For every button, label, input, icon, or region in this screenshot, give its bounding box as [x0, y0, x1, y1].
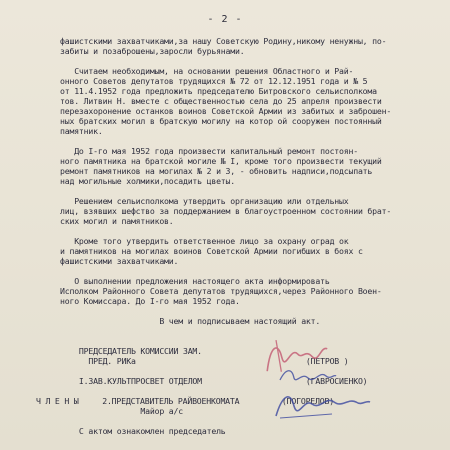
text-line: лиц, взявших шефство за поддержанием в благоустроенном состоянии брат- — [60, 206, 392, 216]
text-line: памятник. — [60, 126, 103, 136]
text-line: ских могил и памятников. — [60, 216, 174, 226]
text-line: ремонт памятников на могилах № 2 и 3, - обновить надписи,подсыпать — [60, 166, 373, 176]
text-line: онного Советов депутатов трудящихся № 72 от 12.12.1951 года и № 5 — [60, 76, 368, 86]
text-line: забиты и позаброшены,заросли бурьянами. — [60, 46, 245, 56]
text-line: тов. Литвин Н. вместе с общественностью села до 25 апреля произвести — [60, 96, 382, 106]
text-line: Ч Л Е Н Ы 2.ПРЕДСТАВИТЕЛЬ РАЙВОЕНКОМАТА (ПОГОРЕЛОВ) — [36, 396, 334, 406]
text-line: О выполнении предложения настоящего акта информировать — [60, 276, 330, 286]
text-line: I.ЗАВ.КУЛЬТПРОСВЕТ ОТДЕЛОМ (ГАВРОСИЕНКО) — [60, 376, 368, 386]
text-line: ПРЕДСЕДАТЕЛЬ КОМИССИИ ЗАМ. — [60, 346, 202, 356]
text-line: ного Комиссара. До I-го мая 1952 года. — [60, 296, 240, 306]
text-line: Исполком Районного Совета депутатов трудящихся,через Районного Воен- — [60, 286, 382, 296]
text-line: фашистскими захватчиками,за нашу Советскую Родину,никому ненужны, по- — [60, 36, 387, 46]
text-line: Считаем необходимым, на основании решения Областного и Рай- — [60, 66, 354, 76]
signature-pogorelov — [272, 388, 372, 428]
text-line: До I-го мая 1952 года произвести капитальный ремонт постоян- — [60, 146, 358, 156]
text-line: и памятников на могилах воинов Советской Армии погибших в боях с — [60, 246, 363, 256]
text-line: В чем и подписываем настоящий акт. — [60, 316, 321, 326]
text-line: Решением сельисполкома утвердить организацию или отдельных — [60, 196, 349, 206]
text-line: ного памятника на братской могиле № I, кроме того произвести текущий — [60, 156, 382, 166]
text-line: Майор а/с — [60, 406, 183, 416]
text-line: ПРЕД. РИКа (ПЕТРОВ ) — [60, 356, 349, 366]
page-number: - 2 - — [207, 14, 243, 25]
text-line: от 11.4.1952 года предложить председателю Битровского сельисполкома — [60, 86, 377, 96]
text-line: над могильные холмики,посадить цветы. — [60, 176, 235, 186]
text-line: ных братских могил в братскую могилу на котор ой сооружен постоянный — [60, 116, 382, 126]
text-line: С актом ознакомлен председатель — [60, 426, 226, 436]
text-line: Кроме того утвердить ответственное лицо за охрану оград ок — [60, 236, 349, 246]
text-line: перезахоронение останков воинов Советской Армии из забитых и заброшен- — [60, 106, 392, 116]
text-line: фашистскими захватчиками. — [60, 256, 179, 266]
